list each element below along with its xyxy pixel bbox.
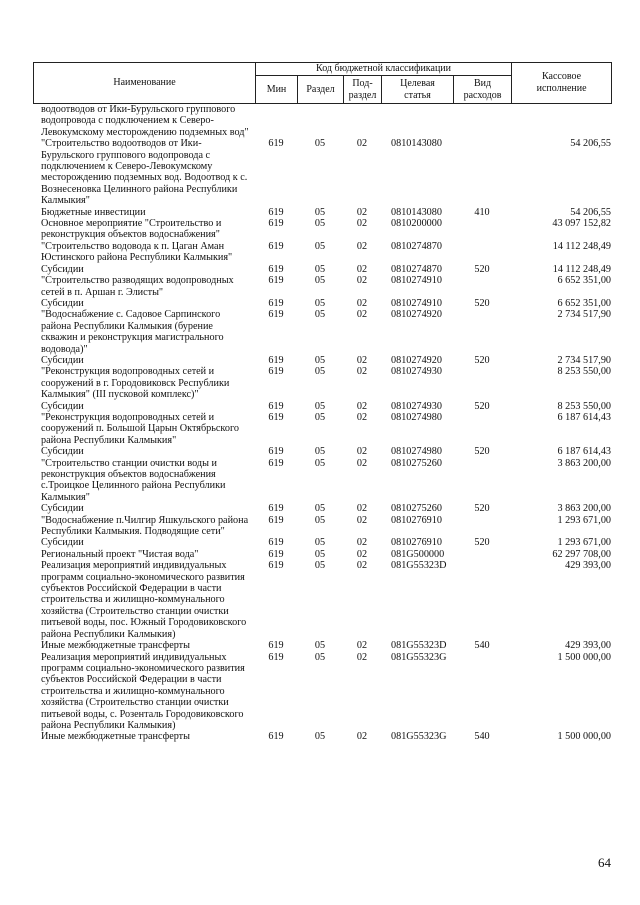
row-celevaya: 081G55323G: [391, 651, 447, 663]
table-row: [33, 355, 611, 366]
row-name: Региональный проект "Чистая вода": [41, 548, 199, 560]
row-sum: 43 097 152,82: [552, 218, 611, 230]
table-row: [33, 549, 611, 560]
header-vid-line2: расходов: [463, 89, 502, 101]
table-row: [33, 241, 611, 264]
row-razdel: 05: [314, 206, 326, 218]
header-vid: [454, 76, 512, 104]
row-min: 619: [268, 400, 284, 412]
row-podrazdel: 02: [356, 297, 368, 309]
row-celevaya: 0810274930: [391, 366, 442, 378]
row-razdel: 05: [314, 446, 326, 458]
row-celevaya: 0810276910: [391, 514, 442, 526]
row-name: Субсидии: [41, 263, 84, 275]
row-name: "Строительство водовода к п. Цаган Аман Юстинского района Республики Калмыкия": [41, 240, 233, 264]
row-razdel: 05: [314, 503, 326, 515]
table-row: [33, 275, 611, 298]
row-vid: 520: [474, 297, 490, 309]
header-code-group: Код бюджетной классификации: [256, 63, 512, 76]
row-name: Субсидии: [41, 537, 84, 549]
row-min: 619: [268, 651, 284, 663]
row-podrazdel: 02: [356, 560, 368, 572]
row-razdel: 05: [314, 218, 326, 230]
row-celevaya: 0810274910: [391, 297, 442, 309]
row-name: Иные межбюджетные трансферты: [41, 640, 190, 652]
row-sum: 429 393,00: [565, 640, 611, 652]
row-min: 619: [268, 275, 284, 287]
row-sum: 14 112 248,49: [552, 263, 611, 275]
table-row: [33, 560, 611, 640]
row-podrazdel: 02: [356, 263, 368, 275]
row-sum: 1 500 000,00: [557, 731, 611, 743]
row-vid: 520: [474, 503, 490, 515]
table-row: [33, 537, 611, 548]
row-razdel: 05: [314, 548, 326, 560]
row-celevaya: 0810274910: [391, 275, 442, 287]
row-razdel: 05: [314, 354, 326, 366]
row-podrazdel: 02: [356, 240, 368, 252]
row-razdel: 05: [314, 400, 326, 412]
row-name: Субсидии: [41, 446, 84, 458]
row-razdel: 05: [314, 537, 326, 549]
row-celevaya: 0810274920: [391, 309, 442, 321]
table-row: [33, 366, 611, 400]
header-kassa-line1: Кассовое: [542, 71, 582, 82]
row-sum: 3 863 200,00: [557, 457, 611, 469]
row-sum: 54 206,55: [570, 138, 611, 150]
row-min: 619: [268, 206, 284, 218]
row-min: 619: [268, 240, 284, 252]
header-razdel: Раздел: [298, 76, 344, 104]
row-razdel: 05: [314, 514, 326, 526]
row-vid: 520: [474, 537, 490, 549]
row-razdel: 05: [314, 560, 326, 572]
row-sum: 14 112 248,49: [552, 240, 611, 252]
table-row: [33, 264, 611, 275]
row-podrazdel: 02: [356, 514, 368, 526]
row-podrazdel: 02: [356, 138, 368, 150]
row-name: Бюджетные инвестиции: [41, 206, 146, 218]
row-razdel: 05: [314, 640, 326, 652]
row-name: водоотводов от Ики-Бурульского группового водопровода с подключением к Северо-Левокумскому месторождению подземных вод": [41, 104, 249, 138]
row-podrazdel: 02: [356, 309, 368, 321]
row-min: 619: [268, 297, 284, 309]
row-sum: 1 500 000,00: [557, 651, 611, 663]
row-razdel: 05: [314, 297, 326, 309]
table-row: [33, 503, 611, 514]
table-row: [33, 652, 611, 732]
row-sum: 1 293 671,00: [557, 514, 611, 526]
row-celevaya: 0810274980: [391, 411, 442, 423]
row-podrazdel: 02: [356, 218, 368, 230]
header-celevaya-line2: статья: [404, 89, 431, 101]
table-row: [33, 401, 611, 412]
row-sum: 62 297 708,00: [552, 548, 611, 560]
table-row: [33, 458, 611, 504]
row-name: Реализация мероприятий индивидуальных программ социально-экономического развития субъектов Российской Федерации в части строительства и жилищно-коммунального хозяйства (Строительство станции очистки питьевой воды, с. Розенталь Городовиковского района Республики Калмыкия): [41, 651, 245, 731]
row-min: 619: [268, 309, 284, 321]
row-razdel: 05: [314, 309, 326, 321]
row-podrazdel: 02: [356, 503, 368, 515]
row-vid: 410: [474, 206, 490, 218]
table-row: [33, 446, 611, 457]
row-razdel: 05: [314, 411, 326, 423]
row-podrazdel: 02: [356, 366, 368, 378]
row-sum: 429 393,00: [565, 560, 611, 572]
row-sum: 6 187 614,43: [557, 411, 611, 423]
row-celevaya: 0810143080: [391, 206, 442, 218]
row-celevaya: 081G55323D: [391, 640, 447, 652]
table-row: [33, 515, 611, 538]
row-vid: 540: [474, 640, 490, 652]
header-name: Наименование: [34, 63, 256, 104]
row-podrazdel: 02: [356, 548, 368, 560]
header-kassa-line2: исполнение: [536, 83, 587, 94]
row-podrazdel: 02: [356, 731, 368, 743]
row-min: 619: [268, 218, 284, 230]
header-min: Мин: [256, 76, 298, 104]
row-celevaya: 0810275260: [391, 457, 442, 469]
table-row: [33, 138, 611, 206]
row-vid: 540: [474, 731, 490, 743]
row-name: Субсидии: [41, 354, 84, 366]
row-sum: 6 187 614,43: [557, 446, 611, 458]
row-min: 619: [268, 640, 284, 652]
row-min: 619: [268, 514, 284, 526]
row-razdel: 05: [314, 275, 326, 287]
row-razdel: 05: [314, 263, 326, 275]
row-name: "Водоснабжение п.Чилгир Яшкульского района Республики Калмыкия. Подводящие сети": [41, 514, 249, 538]
row-podrazdel: 02: [356, 411, 368, 423]
row-min: 619: [268, 138, 284, 150]
row-min: 619: [268, 457, 284, 469]
row-razdel: 05: [314, 138, 326, 150]
row-min: 619: [268, 537, 284, 549]
row-razdel: 05: [314, 457, 326, 469]
row-podrazdel: 02: [356, 651, 368, 663]
row-celevaya: 0810274930: [391, 400, 442, 412]
row-name: Субсидии: [41, 297, 84, 309]
row-sum: 8 253 550,00: [557, 400, 611, 412]
row-razdel: 05: [314, 731, 326, 743]
row-min: 619: [268, 411, 284, 423]
row-celevaya: 081G500000: [391, 548, 445, 560]
row-sum: 3 863 200,00: [557, 503, 611, 515]
table-body: [33, 104, 611, 743]
row-min: 619: [268, 731, 284, 743]
row-celevaya: 081G55323D: [391, 560, 447, 572]
row-name: "Строительство разводящих водопроводных сетей в п. Аршан г. Элисты": [41, 275, 234, 298]
row-vid: 520: [474, 263, 490, 275]
row-podrazdel: 02: [356, 640, 368, 652]
table-row: [33, 104, 611, 138]
row-name: Субсидии: [41, 400, 84, 412]
row-podrazdel: 02: [356, 537, 368, 549]
row-podrazdel: 02: [356, 275, 368, 287]
row-sum: 6 652 351,00: [557, 297, 611, 309]
row-sum: 8 253 550,00: [557, 366, 611, 378]
row-name: "Строительство станции очистки воды и реконструкция объектов водоснабжения с.Троицкое Целинного района Республики Калмыкия": [41, 457, 226, 503]
table-row: [33, 218, 611, 241]
row-min: 619: [268, 354, 284, 366]
row-vid: 520: [474, 400, 490, 412]
row-min: 619: [268, 263, 284, 275]
table-header: [33, 62, 612, 104]
row-razdel: 05: [314, 651, 326, 663]
row-celevaya: 081G55323G: [391, 731, 447, 743]
row-vid: 520: [474, 354, 490, 366]
row-celevaya: 0810275260: [391, 503, 442, 515]
row-min: 619: [268, 503, 284, 515]
row-podrazdel: 02: [356, 400, 368, 412]
row-vid: 520: [474, 446, 490, 458]
row-razdel: 05: [314, 240, 326, 252]
header-celevaya-line1: Целевая: [400, 77, 435, 89]
row-name: Субсидии: [41, 503, 84, 515]
row-sum: 2 734 517,90: [557, 354, 611, 366]
row-name: "Водоснабжение с. Садовое Сарпинского района Республики Калмыкия (бурение скважин и реконструкция магистрального водовода)": [41, 309, 224, 355]
row-celevaya: 0810274870: [391, 240, 442, 252]
row-razdel: 05: [314, 366, 326, 378]
row-min: 619: [268, 366, 284, 378]
header-podrazdel: [344, 76, 382, 104]
row-sum: 54 206,55: [570, 206, 611, 218]
table-row: [33, 207, 611, 218]
table-row: [33, 640, 611, 651]
table-row: [33, 731, 611, 742]
row-min: 619: [268, 548, 284, 560]
row-celevaya: 0810200000: [391, 218, 442, 230]
header-vid-line1: Вид: [473, 77, 492, 89]
row-podrazdel: 02: [356, 446, 368, 458]
row-min: 619: [268, 446, 284, 458]
row-name: Реализация мероприятий индивидуальных программ социально-экономического развития субъектов Российской Федерации в части строительства и жилищно-коммунального хозяйства (Строительство станции очистки питьевой воды, пос. Южный Городовиковского района Республики Калмыкия): [41, 560, 247, 640]
row-sum: 6 652 351,00: [557, 275, 611, 287]
table-row: [33, 309, 611, 355]
row-name: "Реконструкция водопроводных сетей и сооружений в г. Городовиковск Республики Калмыкия" (III пусковой комплекс)": [41, 366, 230, 401]
header-celevaya: [382, 76, 454, 104]
row-celevaya: 0810274870: [391, 263, 442, 275]
row-celevaya: 0810274980: [391, 446, 442, 458]
table-row: [33, 298, 611, 309]
row-name: Иные межбюджетные трансферты: [41, 731, 190, 743]
row-sum: 1 293 671,00: [557, 537, 611, 549]
table-row: [33, 412, 611, 446]
header-podrazdel-line2: раздел: [348, 89, 377, 101]
row-celevaya: 0810276910: [391, 537, 442, 549]
row-min: 619: [268, 560, 284, 572]
row-name: Основное мероприятие "Строительство и реконструкция объектов водоснабжения": [41, 218, 222, 241]
page-number: 64: [598, 855, 611, 870]
header-podrazdel-line1: Под-: [352, 77, 373, 89]
row-name: "Строительство водоотводов от Ики-Бурульского группового водопровода с подключением к Северо-Левокумскому месторождению подземных вод. Водоотвод к с. Вознесеновка Целинного района Республики Калмыкия": [41, 138, 248, 207]
row-celevaya: 0810274920: [391, 354, 442, 366]
row-podrazdel: 02: [356, 354, 368, 366]
header-kassa: [512, 63, 612, 104]
row-sum: 2 734 517,90: [557, 309, 611, 321]
row-podrazdel: 02: [356, 457, 368, 469]
row-name: "Реконструкция водопроводных сетей и сооружений п. Большой Царын Октябрьского района Республики Калмыкия": [41, 411, 239, 446]
row-celevaya: 0810143080: [391, 138, 442, 150]
row-podrazdel: 02: [356, 206, 368, 218]
